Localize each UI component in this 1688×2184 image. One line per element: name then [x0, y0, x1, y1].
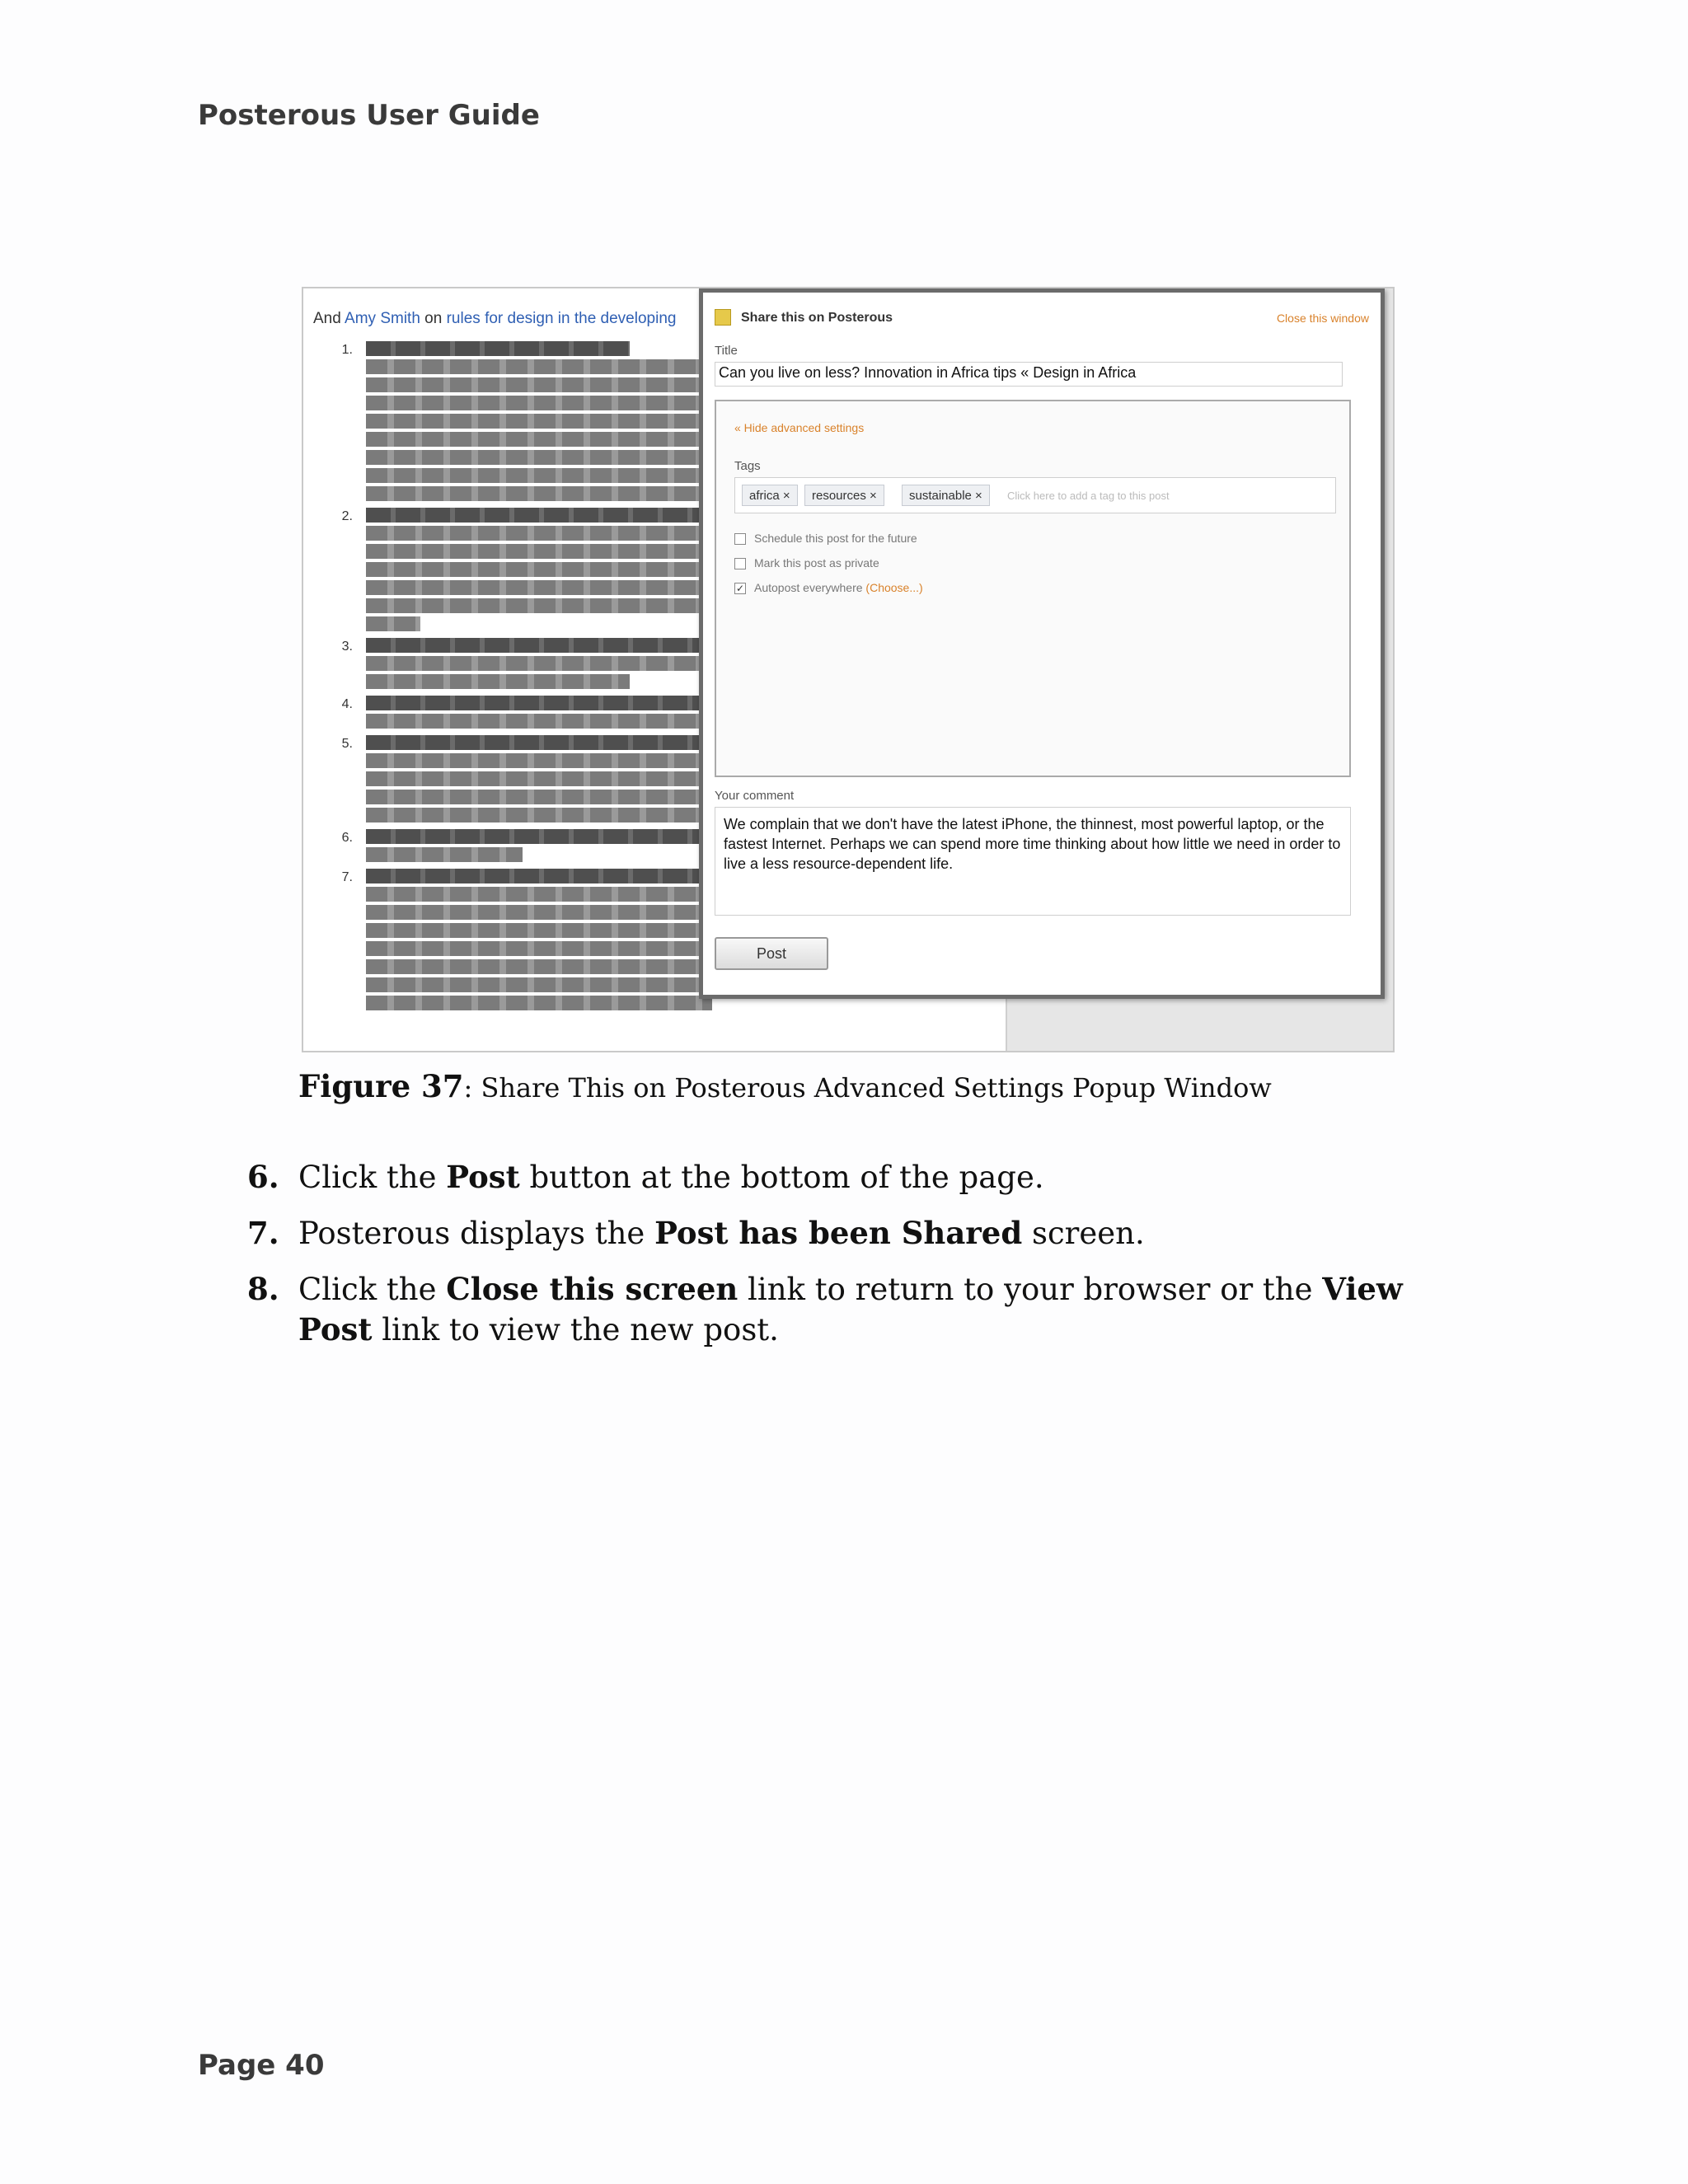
private-checkbox[interactable] — [734, 558, 746, 569]
highlighted-article-list — [340, 338, 719, 1017]
comment-textarea[interactable]: We complain that we don't have the latest iPhone, the thinnest, most powerful laptop, or the fastest Internet. Perhaps we can spend more time thinking about how little we need in order to live a less resource-dependent life. — [715, 807, 1351, 916]
figure-screenshot — [302, 287, 1395, 1052]
list-item: 5. — [340, 735, 719, 823]
tag-chip[interactable]: sustainable × — [902, 485, 990, 506]
post-button[interactable]: Post — [715, 937, 828, 970]
list-item: 7. — [340, 869, 719, 1010]
tags-placeholder: Click here to add a tag to this post — [1007, 490, 1170, 502]
popup-title: Share this on Posterous — [741, 311, 893, 325]
private-option[interactable]: Mark this post as private — [734, 556, 879, 569]
instruction-steps — [247, 1157, 1484, 1366]
step-7: 7. Posterous displays the Post has been Shared screen. — [247, 1215, 1145, 1251]
hide-advanced-settings-link[interactable]: « Hide advanced settings — [734, 421, 865, 434]
list-item: 2. — [340, 508, 719, 631]
autopost-option[interactable]: ✓ Autopost everywhere (Choose...) — [735, 581, 923, 595]
list-item: 6. — [340, 829, 719, 862]
tags-input[interactable] — [734, 477, 1336, 513]
figure-caption: Figure 37: Share This on Posterous Advanced Settings Popup Window — [298, 1068, 1272, 1104]
title-label: Title — [715, 344, 738, 358]
advanced-settings-panel — [715, 400, 1351, 777]
running-header: Posterous User Guide — [198, 99, 540, 132]
tags-label: Tags — [734, 459, 761, 473]
choose-link[interactable]: (Choose...) — [865, 581, 923, 594]
comment-label: Your comment — [715, 789, 795, 803]
schedule-option[interactable]: Schedule this post for the future — [734, 532, 917, 545]
article-link[interactable]: rules for design in the developing — [446, 310, 677, 327]
author-link[interactable]: Amy Smith — [345, 310, 420, 327]
autopost-checkbox[interactable]: ✓ — [735, 583, 745, 595]
list-item: 3. — [340, 638, 719, 689]
tag-chip[interactable]: africa × — [742, 485, 798, 506]
article-byline: And Amy Smith on rules for design in the developing — [313, 310, 677, 327]
posterous-logo-icon — [715, 309, 731, 326]
list-item: 4. — [340, 696, 719, 729]
page-number: Page 40 — [198, 2049, 325, 2082]
schedule-checkbox[interactable] — [734, 533, 746, 545]
step-8: 8. Click the Close this screen link to return to your browser or the View Post link to view the new post. — [247, 1271, 1403, 1347]
share-popup-window — [699, 288, 1385, 999]
close-window-link[interactable]: Close this window — [1276, 312, 1369, 325]
step-6: 6. Click the Post button at the bottom of the page. — [247, 1159, 1044, 1195]
tag-chip[interactable]: resources × — [804, 485, 884, 506]
title-input[interactable]: Can you live on less? Innovation in Africa tips « Design in Africa — [715, 362, 1343, 387]
list-item: 1. — [340, 341, 719, 501]
